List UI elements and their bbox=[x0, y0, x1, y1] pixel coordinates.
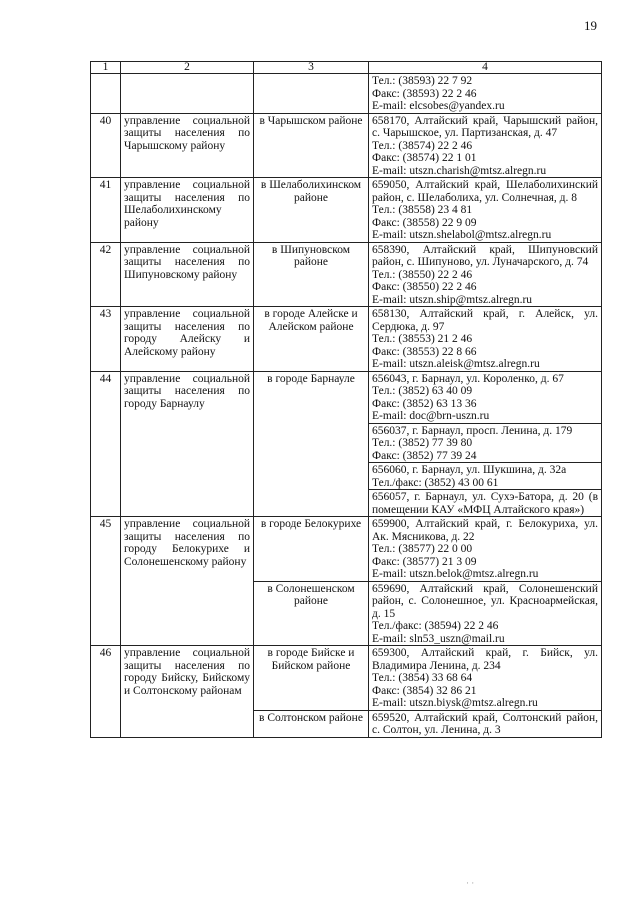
contact-line: E-mail: elcsobes@yandex.ru bbox=[372, 100, 505, 112]
row-number: 44 bbox=[91, 371, 121, 517]
contact-line: Тел.: (3852) 77 39 80 bbox=[372, 437, 473, 449]
table-row bbox=[91, 646, 602, 711]
service-area: в Чарышском районе bbox=[254, 113, 369, 178]
header-row bbox=[91, 62, 602, 74]
table-row bbox=[91, 178, 602, 243]
row-number: 45 bbox=[91, 517, 121, 646]
service-area: в городе Барнауле bbox=[254, 371, 369, 517]
agency-name: управление социальной защиты населения по городу Белокурихе и Солонешенскому району bbox=[121, 517, 254, 646]
row-number: 40 bbox=[91, 113, 121, 178]
contact-line: Тел.: (38593) 22 7 92 bbox=[372, 75, 473, 87]
service-area: в городе Белокурихе bbox=[254, 517, 369, 582]
contact-cell bbox=[369, 74, 602, 114]
contact-line: E-mail: utszn.shelabol@mtsz.alregn.ru bbox=[372, 229, 552, 241]
service-area bbox=[254, 74, 369, 114]
service-area: в Солтонском районе bbox=[254, 710, 369, 737]
agency-name: управление социальной защиты населения по Шелаболихинскому району bbox=[121, 178, 254, 243]
row-number: 46 bbox=[91, 646, 121, 738]
contact-line: E-mail: doc@brn-uszn.ru bbox=[372, 410, 490, 422]
table-row bbox=[91, 113, 602, 178]
table-row bbox=[91, 307, 602, 372]
contact-line: Тел.: (38550) 22 2 46 bbox=[372, 268, 473, 281]
row-number: 41 bbox=[91, 178, 121, 243]
contact-line: 659050, Алтайский край, Шелаболихинский район, с. Шелаболиха, ул. Солнечная, д. 8 bbox=[372, 179, 598, 204]
table-row bbox=[91, 517, 602, 582]
contact-cell bbox=[369, 710, 602, 737]
contact-line: 658130, Алтайский край, г. Алейск, ул. Сердюка, д. 97 bbox=[372, 308, 598, 333]
contact-line: Тел.: (38558) 23 4 81 bbox=[372, 204, 473, 216]
contact-line: Тел.: (38577) 22 0 00 bbox=[372, 543, 473, 555]
agency-name: управление социальной защиты населения по городу Алейску и Алейскому району bbox=[121, 307, 254, 372]
contact-line: Факс: (38577) 21 3 09 bbox=[372, 555, 477, 568]
header-cell: 1 bbox=[91, 62, 121, 74]
agency-name: управление социальной защиты населения по Чарышскому району bbox=[121, 113, 254, 178]
contact-line: Тел./факс: (3852) 43 00 61 bbox=[372, 476, 499, 489]
contact-line: 656037, г. Барнаул, просп. Ленина, д. 179 bbox=[372, 424, 573, 437]
contact-line: Факс: (38553) 22 8 66 bbox=[372, 345, 477, 358]
contact-line: Факс: (3852) 63 13 36 bbox=[372, 397, 477, 410]
service-area: в Шелаболихинском районе bbox=[254, 178, 369, 243]
contact-line: Тел.: (3852) 63 40 09 bbox=[372, 385, 473, 397]
contact-line: Факс: (38558) 22 9 09 bbox=[372, 216, 477, 229]
contact-cell bbox=[369, 646, 602, 711]
contact-cell bbox=[369, 581, 602, 646]
contact-cell bbox=[369, 113, 602, 178]
contact-line: Факс: (38550) 22 2 46 bbox=[372, 281, 477, 293]
contact-cell bbox=[369, 242, 602, 307]
contact-cell bbox=[369, 307, 602, 372]
contact-line: 656043, г. Барнаул, ул. Короленко, д. 67 bbox=[372, 372, 564, 385]
contact-line: Факс: (38574) 22 1 01 bbox=[372, 152, 477, 164]
header-cell: 3 bbox=[254, 62, 369, 74]
header-cell: 4 bbox=[369, 62, 602, 74]
service-area: в Солонешенском районе bbox=[254, 581, 369, 646]
header-cell: 2 bbox=[121, 62, 254, 74]
contact-line: 658170, Алтайский край, Чарышский район, с. Чарышское, ул. Партизанская, д. 47 bbox=[372, 114, 598, 139]
service-area: в городе Алейске и Алейском районе bbox=[254, 307, 369, 372]
service-area: в Шипуновском районе bbox=[254, 242, 369, 307]
agency-name: управление социальной защиты населения по городу Бийску, Бийскому и Солтонскому районам bbox=[121, 646, 254, 738]
contact-line: E-mail: sln53_uszn@mail.ru bbox=[372, 632, 505, 645]
contact-line: Факс: (3854) 32 86 21 bbox=[372, 684, 477, 697]
contact-cell bbox=[369, 490, 602, 517]
row-number: 42 bbox=[91, 242, 121, 307]
contact-line: 659300, Алтайский край, г. Бийск, ул. Владимира Ленина, д. 234 bbox=[372, 647, 598, 672]
contact-line: Факс: (3852) 77 39 24 bbox=[372, 449, 477, 462]
service-area: в городе Бийске и Бийском районе bbox=[254, 646, 369, 711]
contact-line: Факс: (38593) 22 2 46 bbox=[372, 87, 477, 100]
row-number bbox=[91, 74, 121, 114]
contact-line: E-mail: utszn.aleisk@mtsz.alregn.ru bbox=[372, 358, 540, 370]
table-row bbox=[91, 242, 602, 307]
contact-line: E-mail: utszn.ship@mtsz.alregn.ru bbox=[372, 293, 533, 306]
contact-cell bbox=[369, 463, 602, 490]
contact-cell bbox=[369, 423, 602, 463]
table-body bbox=[91, 74, 602, 738]
contact-line: Тел.: (38574) 22 2 46 bbox=[372, 139, 473, 152]
scan-mark: · · bbox=[466, 878, 475, 888]
contact-cell bbox=[369, 371, 602, 423]
contact-line: E-mail: utszn.biysk@mtsz.alregn.ru bbox=[372, 697, 538, 709]
offices-table bbox=[90, 61, 602, 738]
agency-name: управление социальной защиты населения по Шипуновскому району bbox=[121, 242, 254, 307]
agency-name: управление социальной защиты населения по городу Барнаулу bbox=[121, 371, 254, 517]
contact-line: 659690, Алтайский край, Солонешенский район, с. Солонешное, ул. Красноармейская, д. 15 bbox=[372, 582, 598, 620]
contact-line: 659900, Алтайский край, г. Белокуриха, ул. Ак. Мясникова, д. 22 bbox=[372, 518, 598, 543]
table-row bbox=[91, 371, 602, 423]
row-number: 43 bbox=[91, 307, 121, 372]
contact-line: 656057, г. Барнаул, ул. Сухэ-Батора, д. 20 (в помещении КАУ «МФЦ Алтайского края») bbox=[372, 491, 598, 516]
page-number: 19 bbox=[584, 18, 597, 33]
contact-line: E-mail: utszn.charish@mtsz.alregn.ru bbox=[372, 164, 547, 177]
table-row bbox=[91, 74, 602, 114]
contact-line: 658390, Алтайский край, Шипуновский район, с. Шипуново, ул. Луначарского, д. 74 bbox=[372, 243, 598, 268]
contact-line: 659520, Алтайский край, Солтонский район, с. Солтон, ул. Ленина, д. 3 bbox=[372, 711, 598, 736]
contact-cell bbox=[369, 178, 602, 243]
contact-line: Тел.: (3854) 33 68 64 bbox=[372, 672, 473, 684]
contact-line: Тел.: (38553) 21 2 46 bbox=[372, 333, 473, 345]
contact-line: Тел./факс: (38594) 22 2 46 bbox=[372, 620, 499, 632]
contact-line: 656060, г. Барнаул, ул. Шукшина, д. 32а bbox=[372, 464, 567, 476]
contact-cell bbox=[369, 517, 602, 582]
contact-line: E-mail: utszn.belok@mtsz.alregn.ru bbox=[372, 568, 539, 580]
agency-name bbox=[121, 74, 254, 114]
